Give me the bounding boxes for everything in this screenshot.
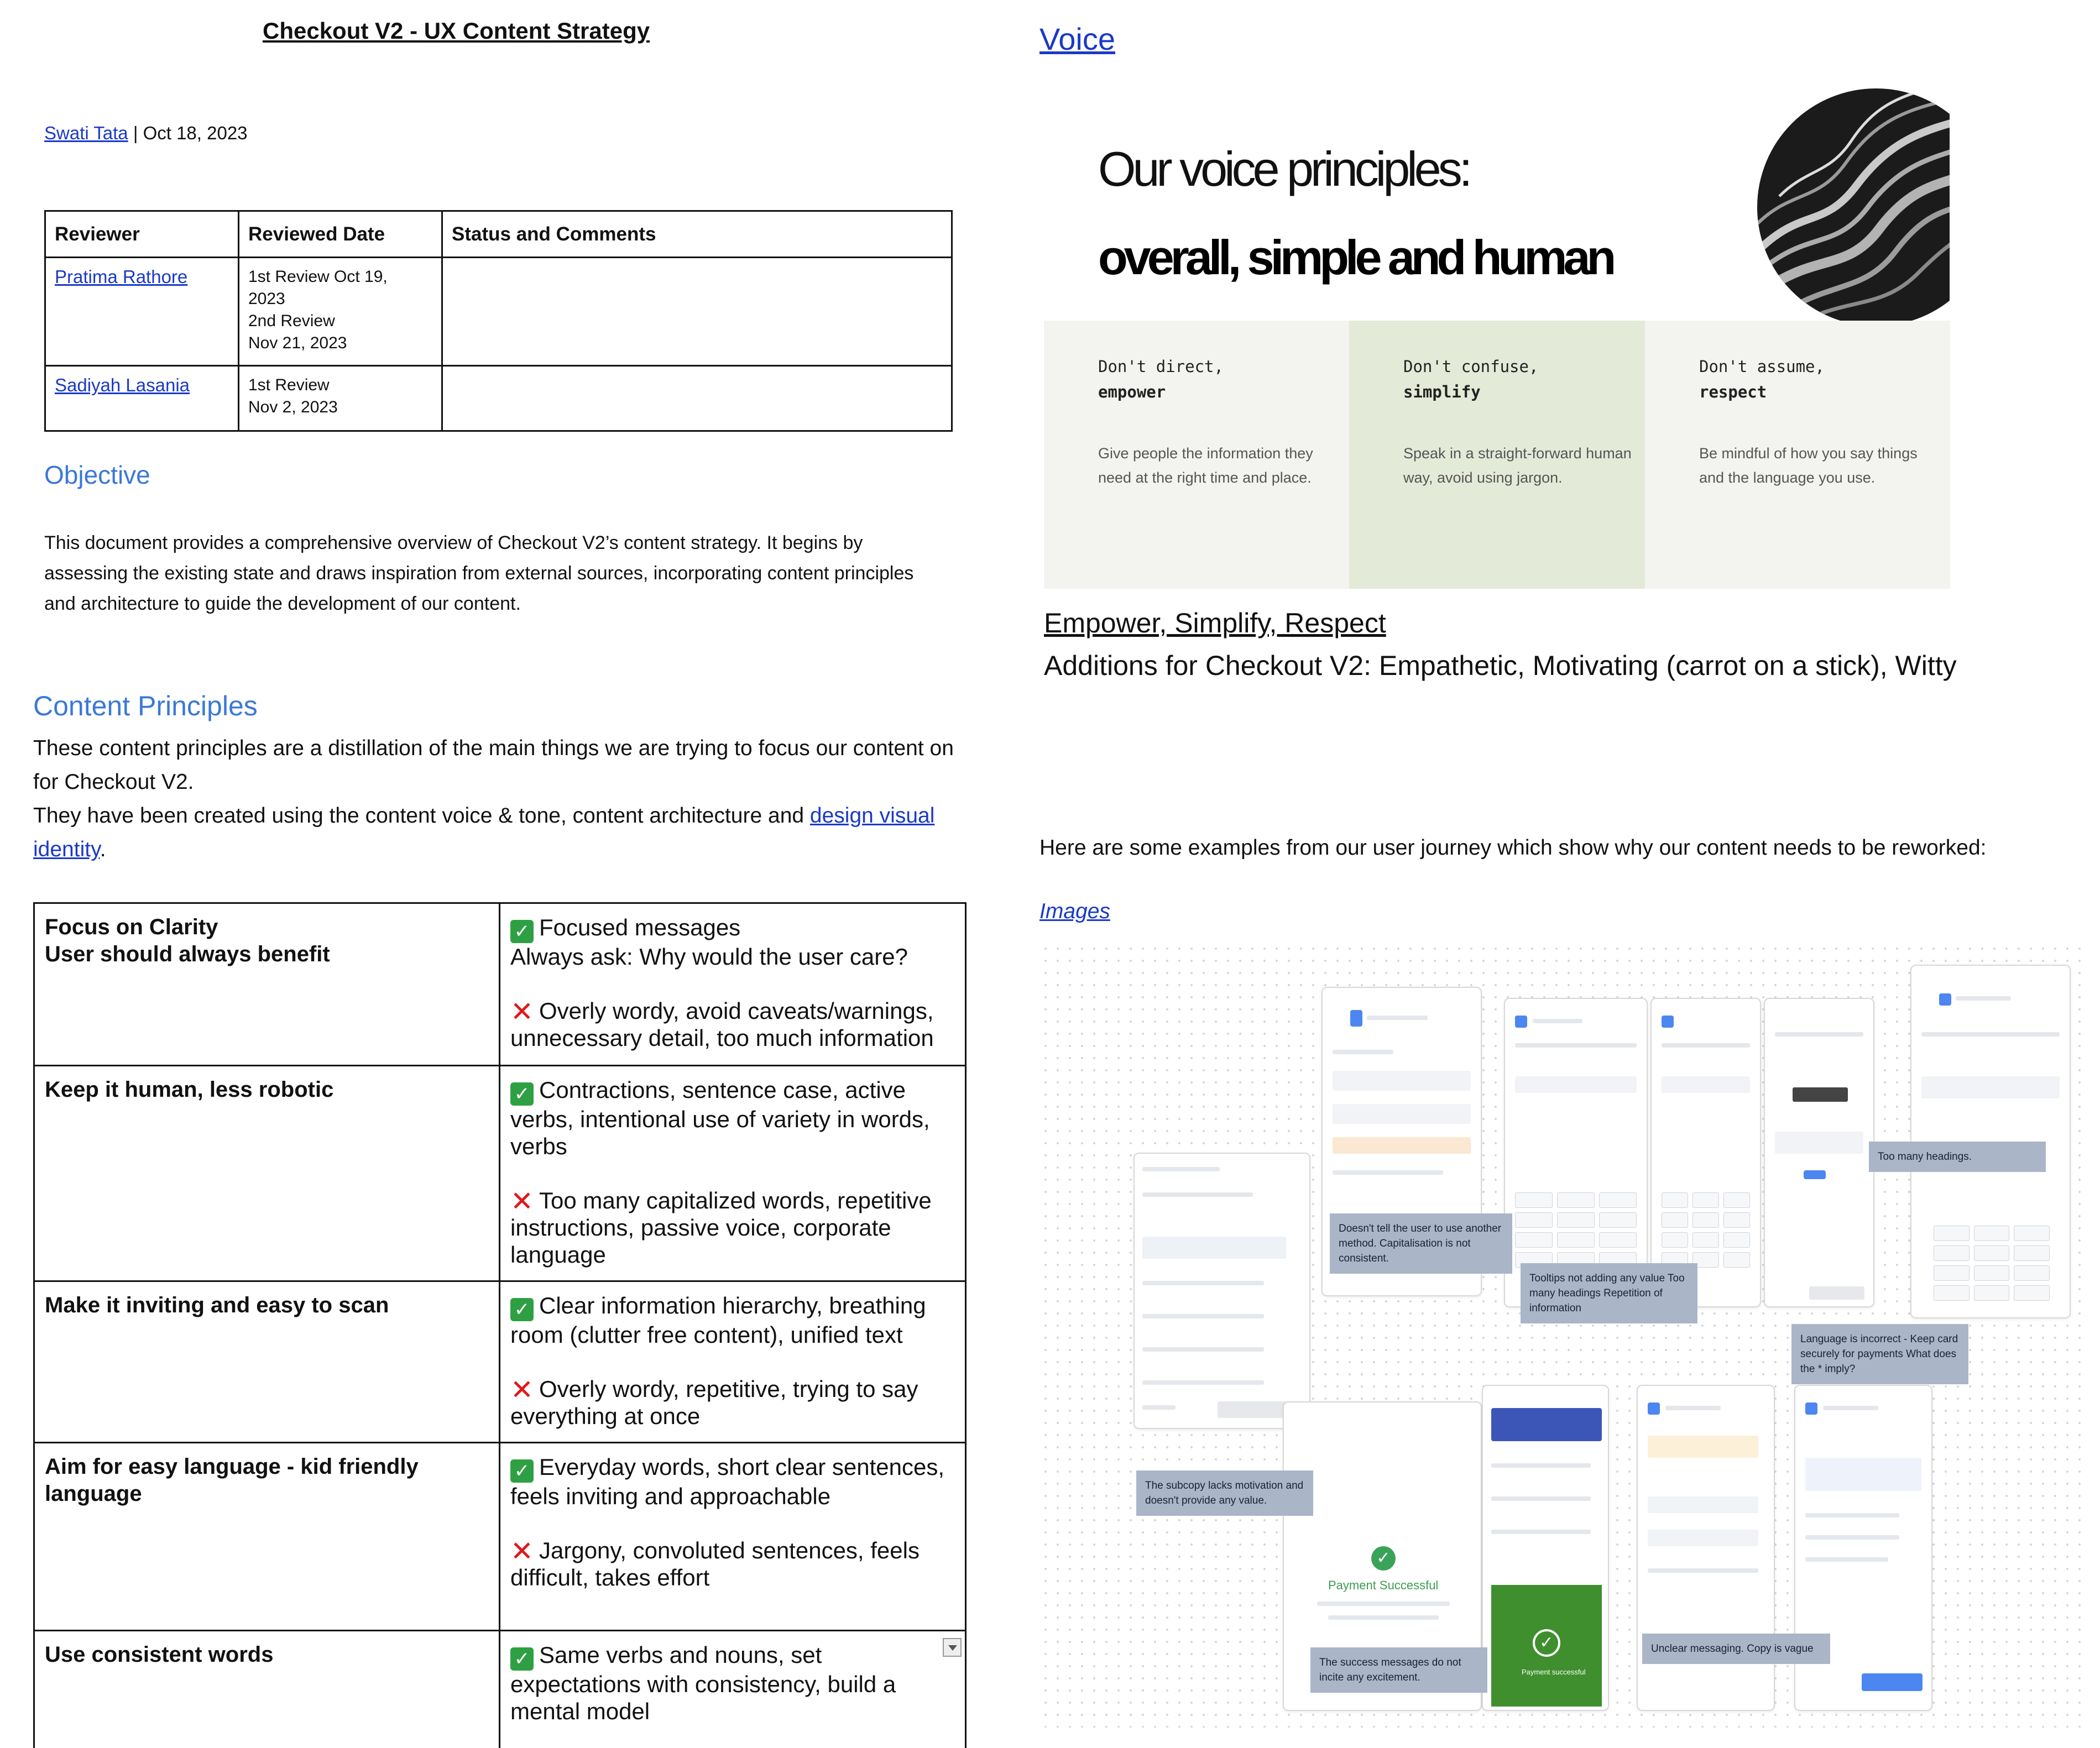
principle-detail bbox=[500, 903, 966, 1066]
intro-paragraph: These content principles are a distillation of the main things we are trying to focus our content on for Checkout V2. bbox=[33, 736, 954, 794]
payment-processing-screen bbox=[1482, 1385, 1609, 1711]
annotation-note: Doesn't tell the user to use another method. Capitalisation is not consistent. bbox=[1330, 1213, 1512, 1274]
do-extra-text: Always ask: Why would the user care? bbox=[510, 944, 908, 970]
table-row bbox=[45, 258, 952, 366]
voice-principles-banner bbox=[1044, 72, 1951, 589]
objective-paragraph: This document provides a comprehensive overview of Checkout V2’s content strategy. It begins by assessing the existing state and draws inspiration from external sources, incorporating content principles and architecture to guide the development of our content. bbox=[44, 532, 914, 614]
success-check-icon: ✓ bbox=[1533, 1629, 1560, 1657]
examples-paragraph: Here are some examples from our user journey which show why our content needs to be reworked: bbox=[1039, 836, 1987, 860]
card-title-emphasis: simplify bbox=[1403, 383, 1481, 401]
principle-name bbox=[34, 1631, 500, 1748]
content-principles-heading: Content Principles bbox=[33, 690, 258, 721]
annotation-note: Unclear messaging. Copy is vague bbox=[1642, 1634, 1830, 1664]
table-row bbox=[34, 903, 966, 1066]
principle-name-line: Focus on Clarity bbox=[45, 915, 218, 939]
dont-item bbox=[510, 1375, 955, 1430]
do-text: Clear information hierarchy, breathing room (clutter free content), unified text bbox=[510, 1292, 926, 1348]
marble-image bbox=[1757, 86, 1951, 329]
content-principles-intro bbox=[33, 731, 973, 866]
principle-name-line: Make it inviting and easy to scan bbox=[45, 1293, 389, 1317]
author-link[interactable]: Swati Tata bbox=[44, 123, 128, 143]
images-link[interactable]: Images bbox=[1039, 899, 1110, 923]
offer-screen bbox=[1764, 998, 1874, 1307]
dont-item bbox=[510, 997, 955, 1051]
payment-methods-screen bbox=[1133, 1153, 1310, 1429]
reviewer-cell bbox=[45, 258, 239, 366]
banner-subtitle: overall, simple and human bbox=[1098, 230, 1613, 285]
reviewers-table bbox=[44, 210, 953, 432]
review-date-line: Nov 21, 2023 bbox=[248, 334, 347, 352]
annotation-note: The success messages do not incite any excitement. bbox=[1310, 1647, 1487, 1693]
principle-detail bbox=[500, 1281, 966, 1443]
success-check-icon: ✓ bbox=[1371, 1546, 1396, 1571]
principle-detail bbox=[500, 1066, 966, 1281]
cross-icon: ✕ bbox=[510, 1536, 534, 1567]
column-header: Reviewed Date bbox=[239, 211, 442, 258]
card-body: Give people the information they need at the right time and place. bbox=[1098, 445, 1313, 486]
do-item bbox=[510, 1292, 955, 1348]
do-text: Focused messages bbox=[539, 914, 741, 940]
table-row bbox=[34, 1631, 966, 1748]
principle-name bbox=[34, 1281, 500, 1443]
table-row bbox=[34, 1066, 966, 1281]
dont-item bbox=[510, 1537, 955, 1591]
dont-text: Overly wordy, repetitive, trying to say everything at once bbox=[510, 1376, 918, 1429]
review-date-line: 1st Review bbox=[248, 376, 330, 394]
reviewer-link[interactable]: Sadiyah Lasania bbox=[55, 375, 190, 395]
principle-detail bbox=[500, 1631, 966, 1748]
dont-text: Overly wordy, avoid caveats/warnings, unnecessary detail, too much information bbox=[510, 998, 934, 1051]
review-date-line: 1st Review Oct 19, bbox=[248, 268, 388, 286]
card-body: Speak in a straight-forward human way, avoid using jargon. bbox=[1403, 445, 1632, 486]
design-visual-identity-link[interactable]: design visual identity bbox=[33, 804, 935, 861]
reviewer-link[interactable]: Pratima Rathore bbox=[55, 266, 188, 287]
do-item bbox=[510, 1453, 955, 1510]
user-journey-screens bbox=[1039, 943, 2090, 1728]
objective-heading: Objective bbox=[44, 460, 150, 489]
card-title-emphasis: empower bbox=[1098, 383, 1166, 401]
reviewer-cell bbox=[45, 366, 239, 431]
do-item bbox=[510, 1076, 955, 1160]
annotation-note: Language is incorrect - Keep card securely for payments What does the * imply? bbox=[1791, 1324, 1968, 1384]
card-body: Be mindful of how you say things and the language you use. bbox=[1699, 445, 1918, 486]
check-icon: ✓ bbox=[510, 1647, 534, 1671]
intro-paragraph bbox=[33, 799, 973, 866]
do-item bbox=[510, 914, 955, 943]
voice-card-simplify bbox=[1349, 321, 1654, 589]
voice-heading-link[interactable]: Voice bbox=[1039, 22, 1115, 56]
mobile-number-screen bbox=[1504, 998, 1648, 1307]
dont-text: Too many capitalized words, repetitive instructions, passive voice, corporate language bbox=[510, 1187, 932, 1268]
content-principles-table bbox=[33, 902, 967, 1748]
dont-item bbox=[510, 1187, 955, 1268]
check-icon: ✓ bbox=[510, 1082, 534, 1106]
review-date-line: 2023 bbox=[248, 290, 285, 308]
cross-icon: ✕ bbox=[510, 1186, 534, 1217]
voice-card-empower bbox=[1044, 321, 1349, 589]
success-caption: Payment successful bbox=[1522, 1668, 1586, 1676]
principle-name bbox=[34, 1443, 500, 1631]
dont-text: Jargony, convoluted sentences, feels difficult, takes effort bbox=[510, 1537, 920, 1590]
review-date-line: 2nd Review bbox=[248, 312, 335, 330]
principle-name bbox=[34, 1066, 500, 1281]
principle-name-line: User should always benefit bbox=[45, 942, 330, 966]
do-text: Everyday words, short clear sentences, feels inviting and approachable bbox=[510, 1454, 944, 1509]
card-title-emphasis: respect bbox=[1699, 383, 1767, 401]
card-title-line: Don't confuse, bbox=[1403, 357, 1539, 376]
table-row bbox=[34, 1281, 966, 1443]
do-text: Contractions, sentence case, active verbs, intentional use of variety in words, verbs bbox=[510, 1077, 930, 1159]
review-date-cell bbox=[239, 366, 442, 431]
card-title-line: Don't assume, bbox=[1699, 357, 1825, 376]
comments-cell[interactable] bbox=[442, 366, 952, 431]
cross-icon: ✕ bbox=[510, 996, 534, 1027]
document-date: | Oct 18, 2023 bbox=[128, 123, 248, 143]
voice-card-respect bbox=[1645, 321, 1950, 589]
column-header: Status and Comments bbox=[442, 211, 952, 258]
success-title: Payment Successful bbox=[1328, 1578, 1439, 1592]
dropdown-arrow-icon[interactable] bbox=[943, 1638, 962, 1657]
cross-icon: ✕ bbox=[510, 1374, 534, 1405]
intro-text: . bbox=[100, 838, 106, 861]
banner-title: Our voice principles: bbox=[1098, 142, 1470, 196]
empower-simplify-respect-heading: Empower, Simplify, Respect bbox=[1044, 608, 1386, 639]
check-icon: ✓ bbox=[510, 920, 534, 943]
table-header-row bbox=[45, 211, 952, 258]
check-icon: ✓ bbox=[510, 1298, 534, 1321]
author-line bbox=[44, 123, 248, 144]
do-text: Same verbs and nouns, set expectations with consistency, build a mental model bbox=[510, 1642, 896, 1724]
do-item bbox=[510, 1641, 932, 1725]
intro-text: They have been created using the content voice & tone, content architecture and bbox=[33, 804, 810, 828]
check-icon: ✓ bbox=[510, 1459, 534, 1483]
comments-cell[interactable] bbox=[442, 258, 952, 366]
annotation-note: Too many headings. bbox=[1869, 1142, 2046, 1172]
review-date-cell bbox=[239, 258, 442, 366]
card-title-line: Don't direct, bbox=[1098, 357, 1224, 376]
principle-name-line: Keep it human, less robotic bbox=[45, 1077, 334, 1102]
annotation-note: The subcopy lacks motivation and doesn't provide any value. bbox=[1136, 1470, 1313, 1516]
annotation-note: Tooltips not adding any value Too many headings Repetition of information bbox=[1521, 1263, 1697, 1323]
principle-name-line: Use consistent words bbox=[45, 1642, 274, 1667]
document-title: Checkout V2 - UX Content Strategy bbox=[263, 18, 650, 44]
column-header: Reviewer bbox=[45, 211, 239, 258]
table-row bbox=[34, 1443, 966, 1631]
checkout-additions-text: Additions for Checkout V2: Empathetic, Motivating (carrot on a stick), Witty bbox=[1044, 650, 1957, 681]
table-row bbox=[45, 366, 952, 431]
principle-detail bbox=[500, 1443, 966, 1631]
review-date-line: Nov 2, 2023 bbox=[248, 398, 338, 416]
mobile-number-screen-2 bbox=[1650, 998, 1761, 1307]
principle-name-line: Aim for easy language - kid friendly language bbox=[45, 1454, 419, 1506]
principle-name bbox=[34, 903, 500, 1066]
